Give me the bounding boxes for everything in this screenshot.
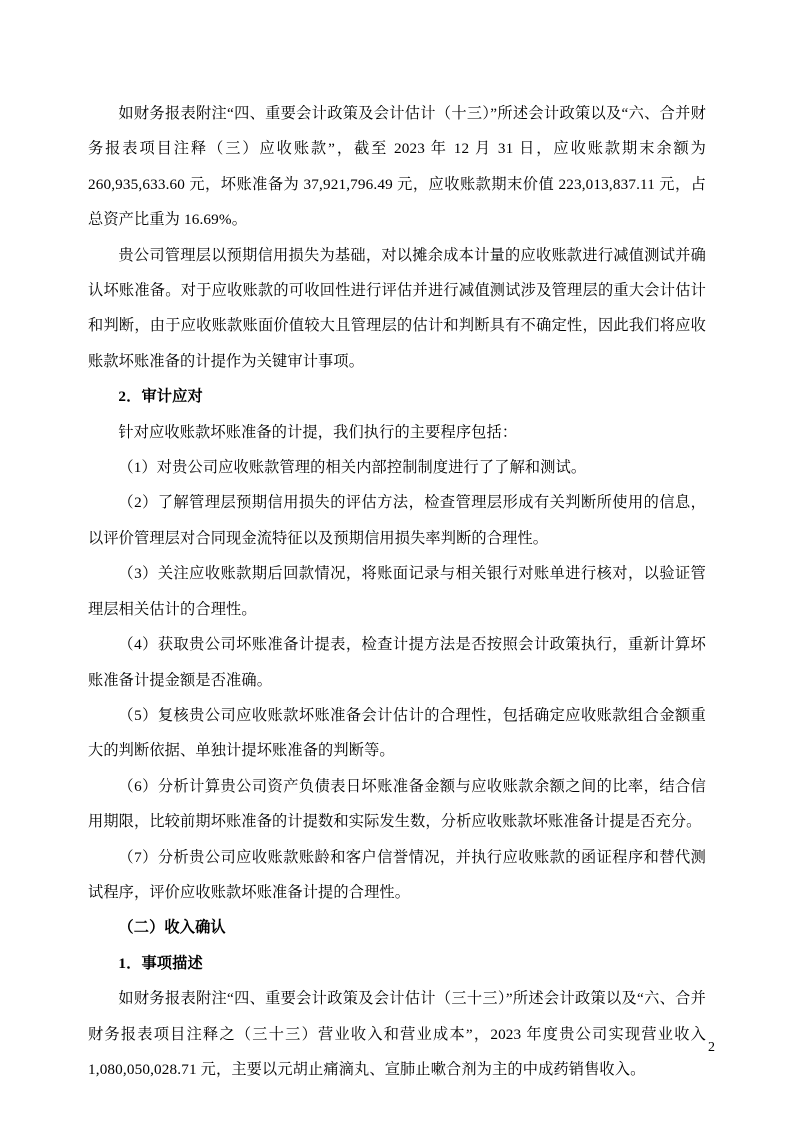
- heading-matter-description: 1．事项描述: [118, 954, 203, 972]
- paragraph-procedure-7: （7）分析贵公司应收账款账龄和客户信誉情况，并执行应收账款的函证程序和替代测试程序，评价应收账款坏账准备计提的合理性。: [88, 848, 706, 901]
- paragraph-procedures-intro: 针对应收账款坏账准备的计提，我们执行的主要程序包括：: [118, 423, 518, 441]
- paragraph-accounts-receivable-policy: 如财务报表附注“四、重要会计政策及会计估计（十三）”所述会计政策以及“六、合并财务报表项目注释（三）应收账款”，截至 2023 年 12 月 31 日，应收账款期末余额为 260,935,633.60 元，坏账准备为 37,921,796.49 元，应收账款期末价值 223,013,837.11 元，占总资产比重为 16.69%。: [88, 105, 706, 229]
- paragraph-procedure-1: （1）对贵公司应收账款管理的相关内部控制制度进行了了解和测试。: [118, 459, 587, 477]
- page-number: 2: [708, 1040, 715, 1055]
- paragraph-procedure-5: （5）复核贵公司应收账款坏账准备会计估计的合理性，包括确定应收账款组合金额重大的判断依据、单独计提坏账准备的判断等。: [88, 706, 706, 760]
- paragraph-procedure-2: （2）了解管理层预期信用损失的评估方法，检查管理层形成有关判断所使用的信息，以评价管理层对合同现金流特征以及预期信用损失率判断的合理性。: [88, 494, 706, 547]
- paragraph-impairment-test: 贵公司管理层以预期信用损失为基础，对以摊余成本计量的应收账款进行减值测试并确认坏账准备。对于应收账款的可收回性进行评估并进行减值测试涉及管理层的重大会计估计和判断，由于应收账款账面价值较大且管理层的估计和判断具有不确定性，因此我们将应收账款坏账准备的计提作为关键审计事项。: [88, 246, 706, 370]
- paragraph-procedure-3: （3）关注应收账款期后回款情况，将账面记录与相关银行对账单进行核对，以验证管理层相关估计的合理性。: [88, 565, 706, 618]
- paragraph-procedure-6: （6）分析计算贵公司资产负债表日坏账准备金额与应收账款余额之间的比率，结合信用期限，比较前期坏账准备的计提数和实际发生数，分析应收账款坏账准备计提是否充分。: [88, 777, 706, 831]
- paragraph-revenue-detail: 如财务报表附注“四、重要会计政策及会计估计（三十三）”所述会计政策以及“六、合并财务报表项目注释之（三十三）营业收入和营业成本”，2023 年度贵公司实现营业收入 1,080,050,028.71 元，主要以元胡止痛滴丸、宣肺止嗽合剂为主的中成药销售收入。: [88, 990, 706, 1078]
- paragraph-procedure-4: （4）获取贵公司坏账准备计提表，检查计提方法是否按照会计政策执行，重新计算坏账准备计提金额是否准确。: [88, 636, 706, 689]
- page-body: [88, 96, 706, 1087]
- heading-audit-response: 2．审计应对: [118, 388, 203, 406]
- heading-revenue-recognition: （二）收入确认: [118, 919, 226, 937]
